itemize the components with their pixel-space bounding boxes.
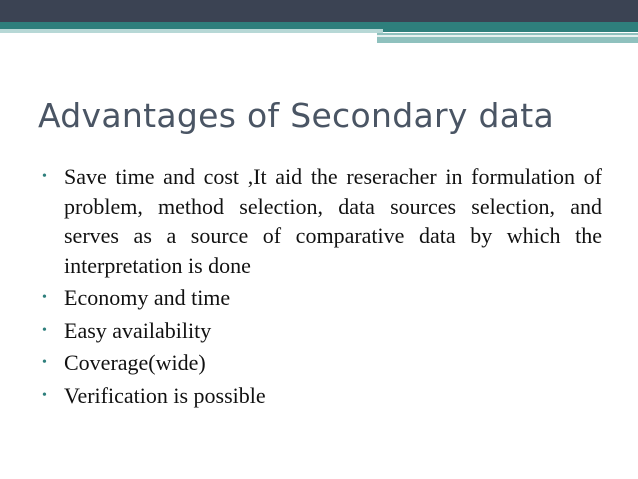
bullet-marker: • xyxy=(42,322,47,338)
list-item xyxy=(42,162,602,280)
header-light-stripe-left xyxy=(0,29,383,33)
bullet-text: Save time and cost ,It aid the reseracher in formulation of problem, method selection, data sources selection, and serves as a source of comparative data by which the interpretation is done xyxy=(64,164,602,278)
bullet-marker: • xyxy=(42,290,47,305)
bullet-marker: • xyxy=(42,169,47,184)
slide-title: Advantages of Secondary data xyxy=(38,96,554,135)
list-item xyxy=(42,316,602,346)
bullet-text: Easy availability xyxy=(64,317,212,343)
header-dark-band xyxy=(0,0,638,22)
bullet-list xyxy=(42,162,602,413)
bullet-text: Economy and time xyxy=(64,285,231,310)
bullet-marker: • xyxy=(42,387,47,403)
list-item xyxy=(42,283,602,313)
bullet-text: Verification is possible xyxy=(64,382,266,408)
list-item xyxy=(42,381,602,411)
list-item xyxy=(42,348,602,378)
bullet-marker: • xyxy=(42,355,47,370)
header-accent-line xyxy=(377,35,638,37)
bullet-text: Coverage(wide) xyxy=(64,350,206,375)
